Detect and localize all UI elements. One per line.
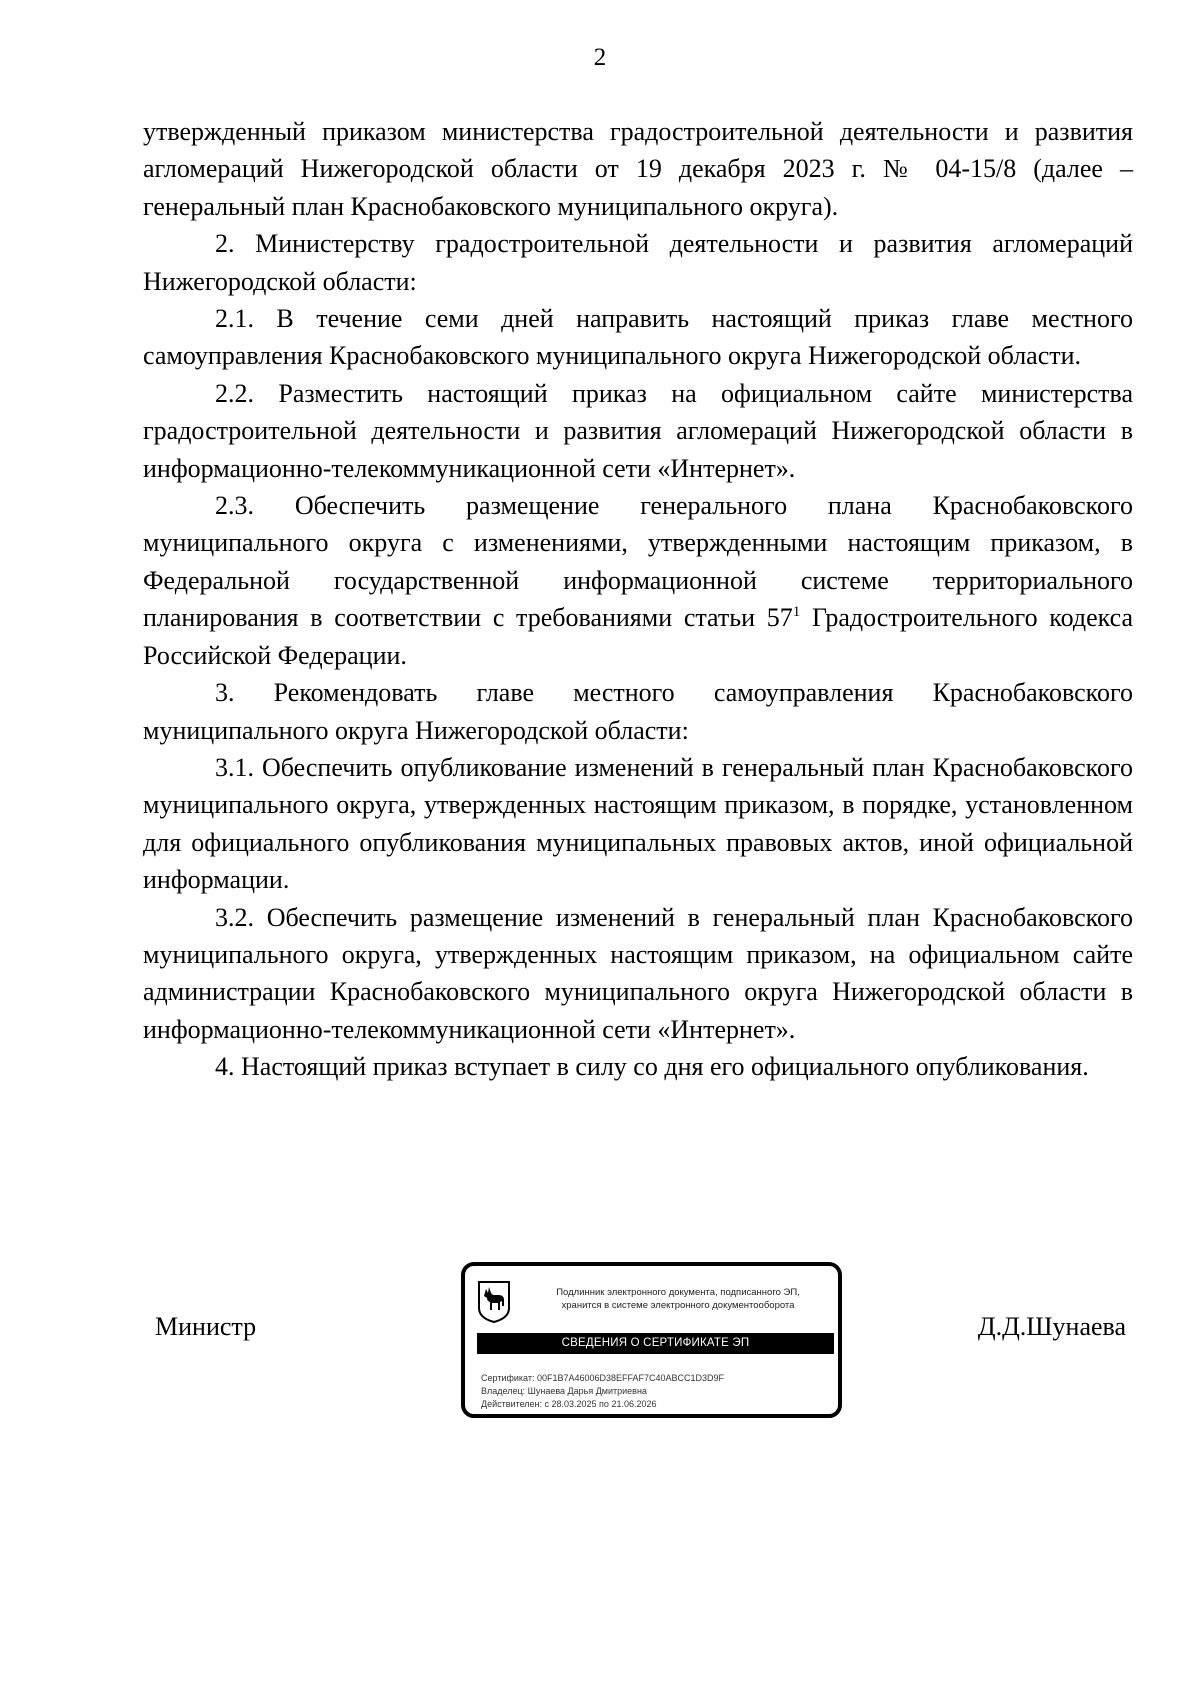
paragraph-2-3 [143, 487, 1133, 674]
paragraph-3: 3. Рекомендовать главе местного самоуправления Краснобаковского муниципального округа Нижегородской области: [143, 678, 1133, 745]
document-body [143, 113, 1133, 1086]
certificate-number: Сертификат: 00F1B7A46006D38EFFAF7C40ABCC1D3D9F [481, 1373, 725, 1383]
paragraph-4: 4. Настоящий приказ вступает в силу со дня его официального опубликования. [215, 1052, 1089, 1082]
paragraph-2-3-tail: Градостроительного кодекса Российской Федерации. [143, 603, 1133, 670]
paragraph-3-2: 3.2. Обеспечить размещение изменений в генеральный план Краснобаковского муниципального округа, утвержденных настоящим приказом, на официальном сайте администрации Краснобаковского муниципального округа Нижегородской области в информационно-телекоммуникационной сети «Интернет». [143, 902, 1133, 1044]
certificate-details [481, 1372, 724, 1411]
certificate-owner: Владелец: Шунаева Дарья Дмитриевна [481, 1386, 647, 1396]
stamp-header-line-2: хранится в системе электронного документооборота [561, 1300, 795, 1311]
signatory-title: Министр [155, 1312, 257, 1341]
paragraph-2-2: 2.2. Разместить настоящий приказ на официальном сайте министерства градостроительной деятельности и развития агломераций Нижегородской области в информационно-телекоммуникационной сети «Интернет». [143, 378, 1133, 483]
paragraph-2: 2. Министерству градостроительной деятельности и развития агломераций Нижегородской области: [143, 229, 1133, 296]
certificate-validity: Действителен: с 28.03.2025 по 21.06.2026 [481, 1399, 657, 1409]
paragraph-2-3-text: 2.3. Обеспечить размещение генерального плана Краснобаковского муниципального округа с изменениями, утвержденными настоящим приказом, в Федеральной государственной информационной системе территориального планирования в соответствии с требованиями статьи 57 [143, 491, 1133, 633]
paragraph-3-1: 3.1. Обеспечить опубликование изменений в генеральный план Краснобаковского муниципального округа, утвержденных настоящим приказом, в порядке, установленном для официального опубликования муниципальных правовых актов, иной официальной информации. [143, 752, 1133, 895]
deer-coat-of-arms-icon [477, 1280, 511, 1324]
stamp-header [523, 1286, 833, 1312]
certificate-info-bar: СВЕДЕНИЯ О СЕРТИФИКАТЕ ЭП [477, 1333, 834, 1354]
stamp-header-line-1: Подлинник электронного документа, подписанного ЭП, [556, 1287, 800, 1298]
article-superscript: 1 [792, 604, 801, 621]
paragraph-continuation: утвержденный приказом министерства градостроительной деятельности и развития агломераций Нижегородской области от 19 декабря 2023 г. № 04-15/8 (далее – генеральный план Краснобаковского муниципального округа). [143, 117, 1133, 221]
signatory-name: Д.Д.Шунаева [977, 1312, 1126, 1341]
electronic-signature-stamp [461, 1262, 842, 1418]
page-number: 2 [593, 44, 607, 71]
paragraph-2-1: 2.1. В течение семи дней направить настоящий приказ главе местного самоуправления Краснобаковского муниципального округа Нижегородской области. [143, 304, 1133, 371]
